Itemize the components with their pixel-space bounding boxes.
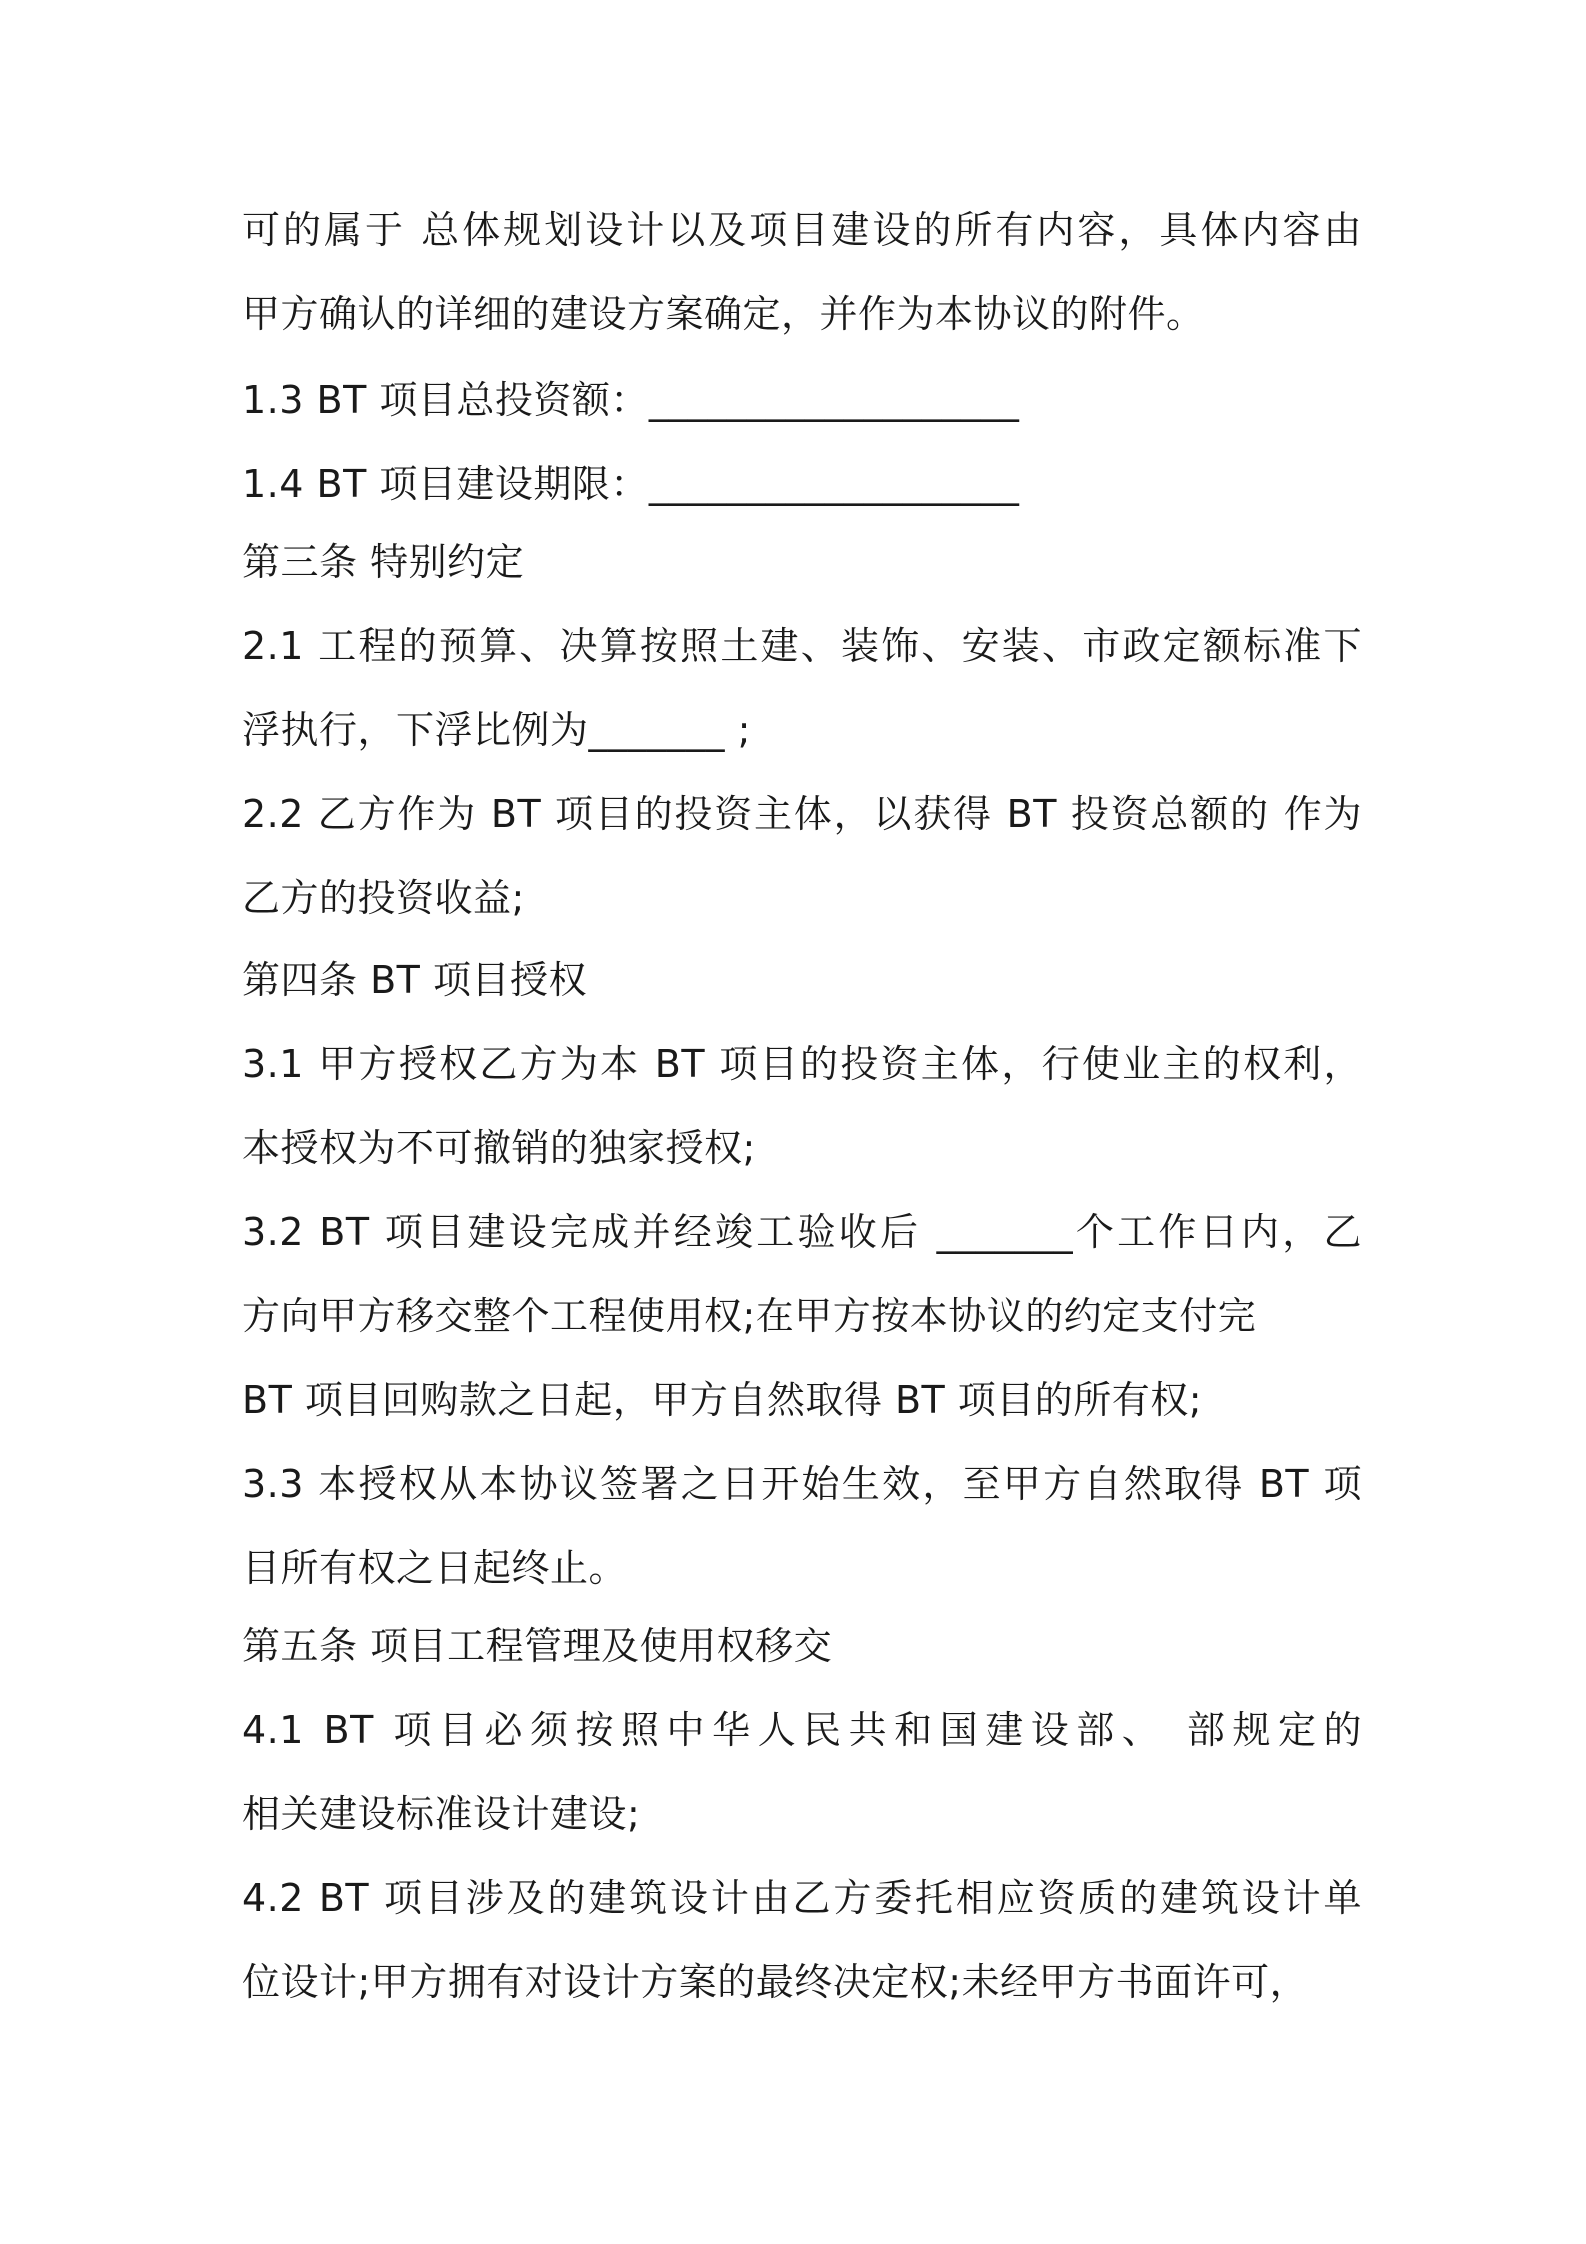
clause-1-3: 1.3 BT 项目总投资额：___________________ — [242, 378, 1020, 422]
body-text-line: 乙方的投资收益; — [242, 876, 525, 920]
body-text-line: 目所有权之日起终止。 — [242, 1546, 628, 1590]
body-text-line: 浮执行，下浮比例为_______ ; — [242, 708, 751, 752]
body-text-line: 可的属于 总体规划设计以及项目建设的所有内容，具体内容由 — [242, 208, 1362, 252]
clause-2-2: 2.2 乙方作为 BT 项目的投资主体，以获得 BT 投资总额的 作为 — [242, 792, 1362, 836]
article-heading-3: 第三条 特别约定 — [242, 540, 525, 584]
clause-3-3: 3.3 本授权从本协议签署之日开始生效，至甲方自然取得 BT 项 — [242, 1462, 1362, 1506]
clause-2-1: 2.1 工程的预算、决算按照土建、装饰、安装、市政定额标准下 — [242, 624, 1362, 668]
clause-4-1: 4.1 BT 项目必须按照中华人民共和国建设部、 部规定的 — [242, 1708, 1362, 1752]
body-text-line: 甲方确认的详细的建设方案确定，并作为本协议的附件。 — [242, 292, 1205, 336]
clause-3-1: 3.1 甲方授权乙方为本 BT 项目的投资主体，行使业主的权利， — [242, 1042, 1362, 1086]
article-heading-5: 第五条 项目工程管理及使用权移交 — [242, 1624, 833, 1668]
clause-4-2: 4.2 BT 项目涉及的建筑设计由乙方委托相应资质的建筑设计单 — [242, 1876, 1362, 1920]
body-text-line: 本授权为不可撤销的独家授权; — [242, 1126, 756, 1170]
clause-3-2: 3.2 BT 项目建设完成并经竣工验收后 _______个工作日内，乙 — [242, 1210, 1362, 1254]
body-text-line: 方向甲方移交整个工程使用权;在甲方按本协议的约定支付完 — [242, 1294, 1257, 1338]
body-text-line: BT 项目回购款之日起，甲方自然取得 BT 项目的所有权; — [242, 1378, 1203, 1422]
body-text-line: 相关建设标准设计建设; — [242, 1792, 641, 1836]
clause-1-4: 1.4 BT 项目建设期限：___________________ — [242, 462, 1020, 506]
body-text-line: 位设计;甲方拥有对设计方案的最终决定权;未经甲方书面许可， — [242, 1960, 1309, 2004]
article-heading-4: 第四条 BT 项目授权 — [242, 958, 587, 1002]
